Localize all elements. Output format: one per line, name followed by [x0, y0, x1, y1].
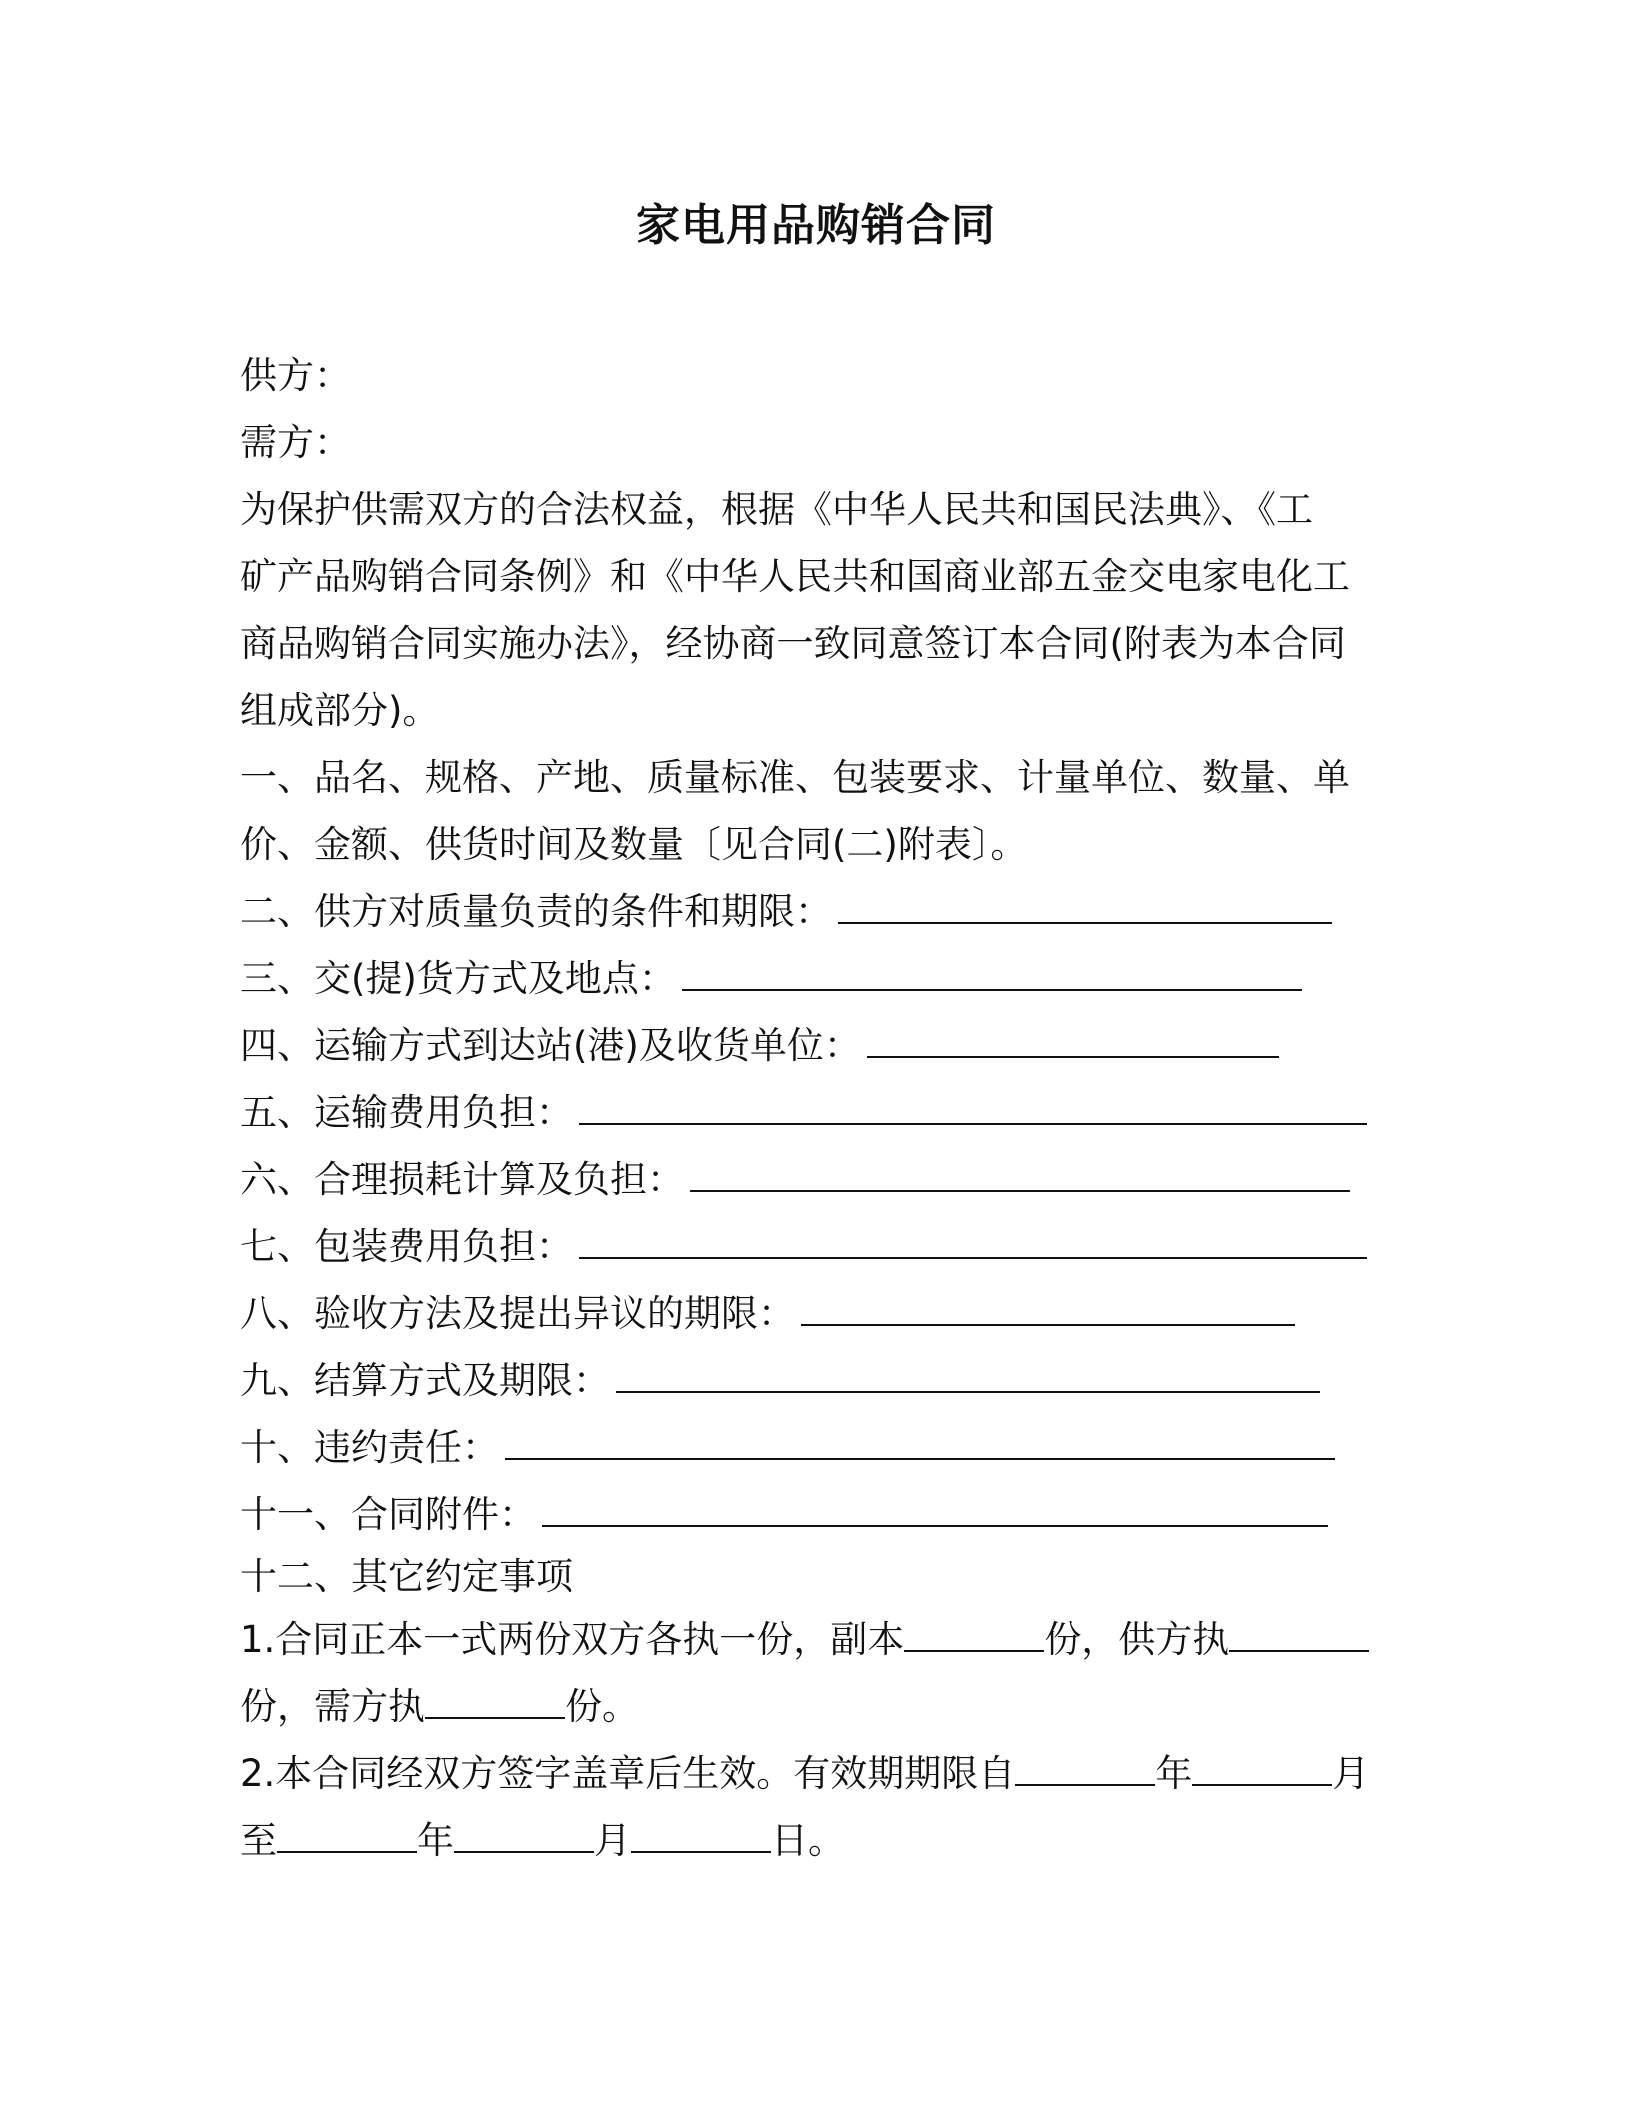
clause-1-line: 一、品名、规格、产地、质量标准、包装要求、计量单位、数量、单 — [240, 756, 1350, 799]
item-2-text: 月 — [1332, 1752, 1370, 1795]
item-2-line-2 — [240, 1807, 1390, 1874]
document-title: 家电用品购销合同 — [636, 200, 996, 251]
clause-7 — [240, 1213, 1390, 1280]
clause-5 — [240, 1079, 1390, 1146]
clause-7-label: 七、包装费用负担： — [240, 1225, 573, 1268]
end-month-blank — [454, 1821, 594, 1853]
item-2-text: 年 — [1155, 1752, 1193, 1795]
clause-3-blank — [682, 959, 1302, 991]
clause-11-blank — [542, 1495, 1328, 1527]
clause-6-label: 六、合理损耗计算及负担： — [240, 1158, 684, 1201]
intro-line: 矿产品购销合同条例》和《中华人民共和国商业部五金交电家电化工 — [240, 555, 1350, 598]
item-1-text: 份，供方执 — [1044, 1618, 1230, 1661]
item-2-text: 至 — [240, 1819, 277, 1862]
clause-5-label: 五、运输费用负担： — [240, 1091, 573, 1134]
clause-1-line: 价、金额、供货时间及数量〔见合同(二)附表〕。 — [240, 823, 1028, 866]
clause-4-blank — [867, 1026, 1279, 1058]
supplier-copies-blank — [1229, 1620, 1369, 1652]
start-year-blank — [1015, 1754, 1155, 1786]
supplier-line — [240, 342, 1390, 409]
clause-9 — [240, 1347, 1390, 1414]
item-2-text: 2.本合同经双方签字盖章后生效。有效期期限自 — [240, 1752, 1016, 1795]
clause-8-label: 八、验收方法及提出异议的期限： — [240, 1292, 795, 1335]
item-1-text: 1.合同正本一式两份双方各执一份，副本 — [240, 1618, 905, 1661]
supplier-label: 供方： — [240, 354, 351, 397]
clause-6-blank — [690, 1160, 1350, 1192]
clause-10 — [240, 1414, 1390, 1481]
item-1-text: 份，需方执 — [240, 1685, 425, 1728]
clause-8-blank — [801, 1294, 1295, 1326]
document-body — [240, 342, 1390, 1874]
clause-2 — [240, 878, 1390, 945]
clause-4 — [240, 1012, 1390, 1079]
intro-line: 商品购销合同实施办法》，经协商一致同意签订本合同(附表为本合同 — [240, 622, 1346, 665]
buyer-copies-blank — [425, 1687, 565, 1719]
clause-10-blank — [505, 1428, 1335, 1460]
buyer-line — [240, 409, 1390, 476]
clause-3-label: 三、交(提)货方式及地点： — [240, 957, 676, 1000]
end-day-blank — [631, 1821, 771, 1853]
buyer-label: 需方： — [240, 421, 351, 464]
clause-11-label: 十一、合同附件： — [240, 1493, 536, 1536]
item-2-text: 日。 — [771, 1819, 845, 1862]
clause-5-blank — [579, 1093, 1367, 1125]
item-1-text: 份。 — [565, 1685, 639, 1728]
clause-1 — [240, 744, 1390, 878]
clause-7-blank — [579, 1227, 1367, 1259]
clause-2-label: 二、供方对质量负责的条件和期限： — [240, 890, 832, 933]
clause-10-label: 十、违约责任： — [240, 1426, 499, 1469]
item-1-line-2 — [240, 1673, 1390, 1740]
intro-line: 为保护供需双方的合法权益，根据《中华人民共和国民法典》、《工 — [240, 488, 1313, 531]
copies-blank — [904, 1620, 1044, 1652]
item-2 — [240, 1740, 1390, 1874]
clause-11 — [240, 1481, 1390, 1548]
clause-4-label: 四、运输方式到达站(港)及收货单位： — [240, 1024, 861, 1067]
item-2-line-1 — [240, 1740, 1390, 1807]
item-2-text: 月 — [594, 1819, 631, 1862]
clause-8 — [240, 1280, 1390, 1347]
clause-12-heading: 十二、其它约定事项 — [240, 1555, 573, 1598]
clause-3 — [240, 945, 1390, 1012]
item-1 — [240, 1606, 1390, 1740]
clause-6 — [240, 1146, 1390, 1213]
clause-2-blank — [838, 892, 1332, 924]
start-month-blank — [1192, 1754, 1332, 1786]
intro-paragraph — [240, 476, 1390, 744]
item-2-text: 年 — [417, 1819, 454, 1862]
intro-line: 组成部分)。 — [240, 689, 440, 732]
item-1-line-1 — [240, 1606, 1390, 1673]
clause-9-blank — [616, 1361, 1320, 1393]
end-year-blank — [277, 1821, 417, 1853]
clause-9-label: 九、结算方式及期限： — [240, 1359, 610, 1402]
